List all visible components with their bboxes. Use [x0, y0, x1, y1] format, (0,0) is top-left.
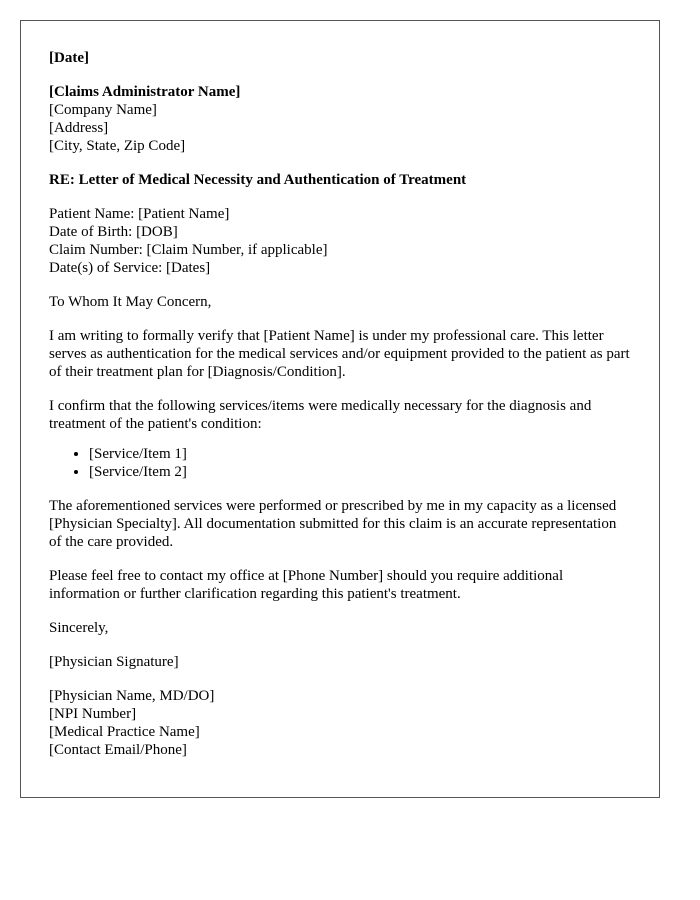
body-paragraph-3: The aforementioned services were performed or prescribed by me in my capacity as a licensed [Physician Specialty]. All documentation submitted for this claim is an accurate representation of the care provided. — [49, 498, 617, 550]
signer-contact: [Contact Email/Phone] — [49, 742, 187, 758]
patient-dob: Date of Birth: [DOB] — [49, 224, 178, 240]
letter-document — [20, 20, 660, 798]
service-items-list — [49, 445, 631, 481]
signer-block — [49, 687, 631, 759]
list-item: • [Service/Item 2] — [89, 463, 631, 481]
dates-of-service: Date(s) of Service: [Dates] — [49, 260, 211, 276]
body-paragraph-1: I am writing to formally verify that [Patient Name] is under my professional care. This letter serves as authentication for the medical services and/or equipment provided to the patient as part of their treatment plan for [Diagnosis/Condition]. — [49, 328, 630, 380]
letter-date: [Date] — [49, 50, 89, 66]
signature-placeholder: [Physician Signature] — [49, 654, 179, 670]
claim-number: Claim Number: [Claim Number, if applicable] — [49, 242, 328, 258]
recipient-name: [Claims Administrator Name] — [49, 84, 241, 100]
subject-line: RE: Letter of Medical Necessity and Authentication of Treatment — [49, 172, 467, 188]
signer-npi: [NPI Number] — [49, 706, 137, 722]
patient-info-block — [49, 205, 631, 277]
patient-name: Patient Name: [Patient Name] — [49, 206, 230, 222]
list-item: • [Service/Item 1] — [89, 445, 631, 463]
signer-practice: [Medical Practice Name] — [49, 724, 200, 740]
closing: Sincerely, — [49, 620, 109, 636]
recipient-address: [Address] — [49, 120, 109, 136]
salutation: To Whom It May Concern, — [49, 294, 212, 310]
body-paragraph-4: Please feel free to contact my office at [Phone Number] should you require additional information or further clarification regarding this patient's treatment. — [49, 568, 564, 602]
recipient-block — [49, 83, 631, 155]
recipient-company: [Company Name] — [49, 102, 157, 118]
recipient-city-state-zip: [City, State, Zip Code] — [49, 138, 186, 154]
body-paragraph-2: I confirm that the following services/items were medically necessary for the diagnosis and treatment of the patient's condition: — [49, 398, 592, 432]
signer-name: [Physician Name, MD/DO] — [49, 688, 215, 704]
